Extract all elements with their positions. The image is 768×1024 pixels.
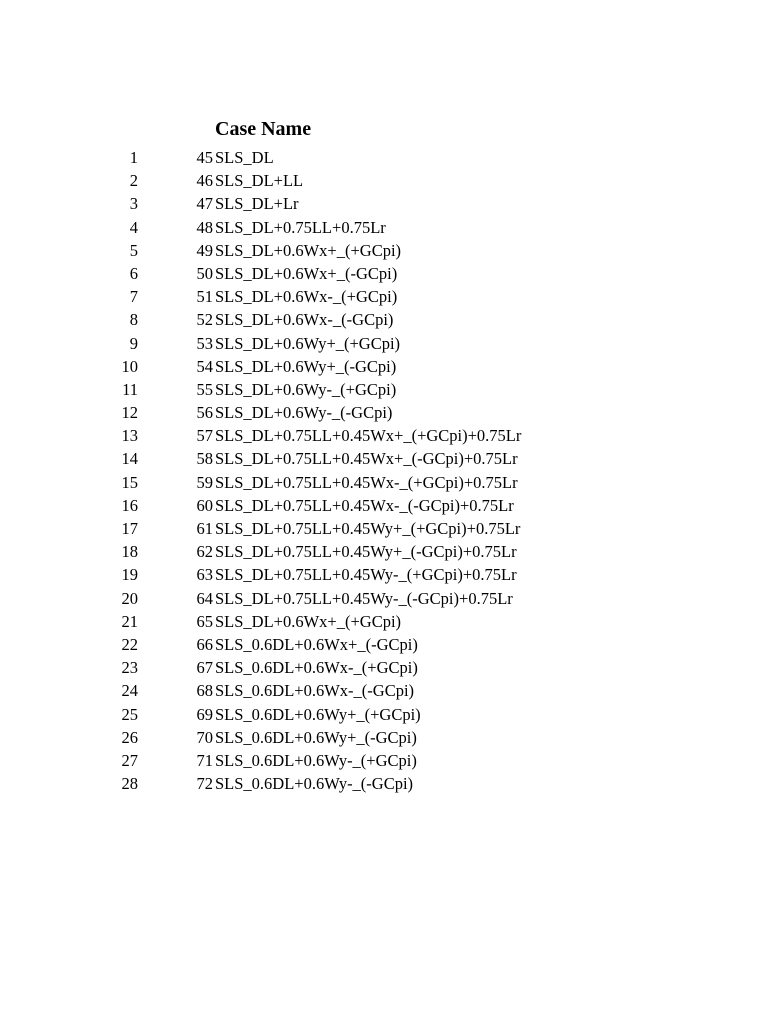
case-id: 71 — [196, 750, 213, 770]
case-name: SLS_DL+0.75LL+0.45Wx-_(-GCpi)+0.75Lr — [215, 495, 514, 515]
case-name: SLS_DL+0.75LL+0.75Lr — [215, 217, 386, 237]
case-name: SLS_DL+0.6Wy-_(+GCpi) — [215, 379, 397, 399]
table-row — [0, 308, 768, 331]
case-id: 53 — [196, 333, 213, 353]
table-row — [0, 517, 768, 540]
row-number: 6 — [129, 263, 138, 283]
row-number: 5 — [129, 240, 138, 260]
table-row — [0, 656, 768, 679]
table-row — [0, 146, 768, 169]
case-id: 51 — [196, 287, 213, 307]
row-number: 13 — [121, 426, 138, 446]
row-number: 9 — [129, 333, 138, 353]
case-id: 65 — [196, 611, 213, 631]
case-name: SLS_0.6DL+0.6Wy-_(+GCpi) — [215, 750, 417, 770]
row-number: 23 — [121, 658, 138, 678]
table-row — [0, 262, 768, 285]
row-number: 22 — [121, 634, 138, 654]
table-row — [0, 703, 768, 726]
case-id: 64 — [196, 588, 213, 608]
case-name: SLS_DL+0.75LL+0.45Wx+_(+GCpi)+0.75Lr — [215, 426, 522, 446]
case-id: 57 — [196, 426, 213, 446]
case-name: SLS_DL+0.6Wy-_(-GCpi) — [215, 403, 393, 423]
case-name: SLS_DL — [215, 148, 274, 167]
case-name: SLS_DL+0.75LL+0.45Wx+_(-GCpi)+0.75Lr — [215, 449, 518, 469]
row-number: 8 — [129, 310, 138, 330]
row-number: 16 — [121, 495, 138, 515]
table-row — [0, 610, 768, 633]
case-list — [0, 146, 768, 795]
case-id: 48 — [196, 217, 213, 237]
case-name: SLS_DL+LL — [215, 171, 304, 191]
case-id: 45 — [196, 148, 213, 167]
table-row — [0, 494, 768, 517]
case-id: 59 — [196, 472, 213, 492]
case-id: 66 — [196, 634, 213, 654]
row-number: 20 — [121, 588, 138, 608]
case-name: SLS_0.6DL+0.6Wx-_(-GCpi) — [215, 681, 415, 701]
case-name: SLS_DL+0.6Wx-_(-GCpi) — [215, 310, 394, 330]
case-id: 54 — [196, 356, 213, 376]
row-number: 2 — [129, 171, 138, 191]
case-id: 69 — [196, 704, 213, 724]
table-row — [0, 169, 768, 192]
case-id: 56 — [196, 403, 213, 423]
row-number: 7 — [129, 287, 138, 307]
case-name: SLS_DL+0.6Wx-_(+GCpi) — [215, 287, 398, 307]
row-number: 21 — [121, 611, 138, 631]
case-id: 63 — [196, 565, 213, 585]
table-row — [0, 540, 768, 563]
case-id: 46 — [196, 171, 213, 191]
case-id: 70 — [196, 727, 213, 747]
row-number: 27 — [121, 750, 138, 770]
case-id: 58 — [196, 449, 213, 469]
row-number: 18 — [121, 542, 138, 562]
case-name: SLS_DL+0.6Wx+_(+GCpi) — [215, 611, 402, 631]
table-row — [0, 471, 768, 494]
case-id: 60 — [196, 495, 213, 515]
case-id: 47 — [196, 194, 213, 214]
case-id: 61 — [196, 519, 213, 538]
table-row — [0, 192, 768, 215]
table-row — [0, 447, 768, 470]
case-name: SLS_0.6DL+0.6Wy+_(+GCpi) — [215, 704, 421, 724]
table-row — [0, 401, 768, 424]
case-id: 67 — [196, 658, 213, 678]
table-row — [0, 726, 768, 749]
table-row — [0, 424, 768, 447]
table-row — [0, 355, 768, 378]
case-name: SLS_DL+0.6Wy+_(+GCpi) — [215, 333, 401, 353]
row-number: 15 — [121, 472, 138, 492]
case-name: SLS_DL+0.75LL+0.45Wy+_(+GCpi)+0.75Lr — [215, 519, 521, 538]
case-id: 68 — [196, 681, 213, 701]
table-row — [0, 587, 768, 610]
row-number: 19 — [121, 565, 138, 585]
case-name: SLS_DL+0.6Wx+_(+GCpi) — [215, 240, 402, 260]
row-number: 17 — [121, 519, 138, 538]
table-row — [0, 378, 768, 401]
row-number: 4 — [129, 217, 138, 237]
case-name: SLS_0.6DL+0.6Wy-_(-GCpi) — [215, 774, 414, 794]
table-row — [0, 749, 768, 772]
case-name: SLS_DL+0.6Wy+_(-GCpi) — [215, 356, 397, 376]
row-number: 3 — [129, 194, 138, 214]
case-id: 52 — [196, 310, 213, 330]
case-id: 62 — [196, 542, 213, 562]
case-name: SLS_0.6DL+0.6Wx+_(-GCpi) — [215, 634, 418, 654]
table-row — [0, 679, 768, 702]
column-header-case-name: Case Name — [215, 118, 312, 140]
case-id: 55 — [196, 379, 213, 399]
case-name: SLS_DL+0.75LL+0.45Wy-_(-GCpi)+0.75Lr — [215, 588, 513, 608]
row-number: 14 — [121, 449, 138, 469]
row-number: 26 — [121, 727, 138, 747]
case-name: SLS_0.6DL+0.6Wy+_(-GCpi) — [215, 727, 417, 747]
table-row — [0, 772, 768, 795]
case-id: 50 — [196, 263, 213, 283]
row-number: 25 — [121, 704, 138, 724]
table-row — [0, 332, 768, 355]
row-number: 12 — [121, 403, 138, 423]
table-row — [0, 285, 768, 308]
row-number: 11 — [122, 379, 138, 399]
table-row — [0, 633, 768, 656]
case-name: SLS_DL+0.75LL+0.45Wx-_(+GCpi)+0.75Lr — [215, 472, 518, 492]
row-number: 1 — [129, 148, 138, 167]
table-row — [0, 216, 768, 239]
row-number: 10 — [121, 356, 138, 376]
case-name: SLS_DL+0.75LL+0.45Wy-_(+GCpi)+0.75Lr — [215, 565, 517, 585]
case-name: SLS_DL+0.75LL+0.45Wy+_(-GCpi)+0.75Lr — [215, 542, 517, 562]
table-row — [0, 563, 768, 586]
case-name: SLS_DL+Lr — [215, 194, 299, 214]
case-id: 49 — [196, 240, 213, 260]
case-id: 72 — [196, 774, 213, 794]
table-row — [0, 239, 768, 262]
case-name: SLS_0.6DL+0.6Wx-_(+GCpi) — [215, 658, 418, 678]
row-number: 28 — [121, 774, 138, 794]
case-name: SLS_DL+0.6Wx+_(-GCpi) — [215, 263, 398, 283]
row-number: 24 — [121, 681, 138, 701]
